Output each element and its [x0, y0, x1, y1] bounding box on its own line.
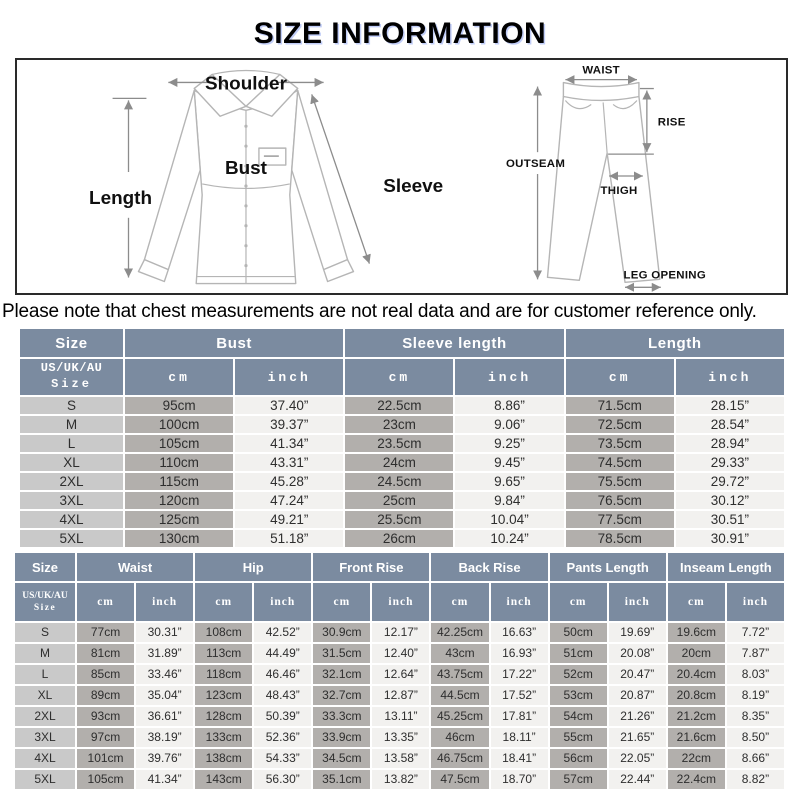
value-cell: 123cm [195, 686, 252, 705]
table-row [15, 686, 784, 705]
column-group-header: Sleeve length [345, 329, 563, 357]
value-cell: 89cm [77, 686, 134, 705]
column-group-header: Size [15, 553, 75, 581]
value-cell: 17.52” [491, 686, 548, 705]
value-cell: 9.45” [455, 454, 563, 471]
value-cell: 24.5cm [345, 473, 453, 490]
table-row [20, 397, 784, 414]
value-cell: 34.5cm [313, 749, 370, 768]
value-cell: 18.11” [491, 728, 548, 747]
value-cell: 33.3cm [313, 707, 370, 726]
value-cell: 16.63” [491, 623, 548, 642]
size-cell: M [20, 416, 123, 433]
unit-header: inch [372, 583, 429, 621]
value-cell: 30.9cm [313, 623, 370, 642]
unit-header: cm [668, 583, 725, 621]
value-cell: 44.49” [254, 644, 311, 663]
size-cell: 4XL [15, 749, 75, 768]
value-cell: 12.17” [372, 623, 429, 642]
value-cell: 16.93” [491, 644, 548, 663]
value-cell: 29.72” [676, 473, 784, 490]
table-row [20, 454, 784, 471]
table-row [15, 644, 784, 663]
unit-header: inch [491, 583, 548, 621]
value-cell: 128cm [195, 707, 252, 726]
unit-header: cm [566, 359, 674, 395]
value-cell: 10.04” [455, 511, 563, 528]
value-cell: 30.91” [676, 530, 784, 547]
value-cell: 24cm [345, 454, 453, 471]
reference-note: Please note that chest measurements are not real data and are for customer reference only. [2, 301, 757, 322]
value-cell: 43.31” [235, 454, 343, 471]
value-cell: 20cm [668, 644, 725, 663]
value-cell: 55cm [550, 728, 607, 747]
value-cell: 30.12” [676, 492, 784, 509]
value-cell: 42.25cm [431, 623, 488, 642]
table-row [20, 511, 784, 528]
value-cell: 8.82” [727, 770, 784, 789]
unit-header: inch [727, 583, 784, 621]
column-group-header: Front Rise [313, 553, 429, 581]
value-cell: 72.5cm [566, 416, 674, 433]
value-cell: 71.5cm [566, 397, 674, 414]
value-cell: 75.5cm [566, 473, 674, 490]
value-cell: 56cm [550, 749, 607, 768]
value-cell: 54cm [550, 707, 607, 726]
column-group-header: Length [566, 329, 784, 357]
unit-header: cm [125, 359, 233, 395]
table-row [15, 665, 784, 684]
value-cell: 53cm [550, 686, 607, 705]
value-cell: 9.25” [455, 435, 563, 452]
measurement-diagram [15, 58, 788, 295]
value-cell: 47.24” [235, 492, 343, 509]
table-row [20, 473, 784, 490]
value-cell: 44.5cm [431, 686, 488, 705]
value-cell: 9.65” [455, 473, 563, 490]
value-cell: 57cm [550, 770, 607, 789]
value-cell: 29.33” [676, 454, 784, 471]
unit-header: cm [77, 583, 134, 621]
table-row [20, 435, 784, 452]
value-cell: 41.34” [136, 770, 193, 789]
value-cell: 51.18” [235, 530, 343, 547]
value-cell: 33.9cm [313, 728, 370, 747]
value-cell: 118cm [195, 665, 252, 684]
value-cell: 50.39” [254, 707, 311, 726]
pants-leg-opening-label: LEG OPENING [623, 269, 707, 282]
value-cell: 17.22” [491, 665, 548, 684]
unit-header: cm [431, 583, 488, 621]
value-cell: 39.76” [136, 749, 193, 768]
value-cell: 12.87” [372, 686, 429, 705]
pants-waist-label: WAIST [582, 64, 620, 77]
value-cell: 31.5cm [313, 644, 370, 663]
unit-header: cm [345, 359, 453, 395]
unit-header: inch [235, 359, 343, 395]
shirt-bust-label: Bust [224, 158, 267, 180]
size-cell: 5XL [20, 530, 123, 547]
value-cell: 110cm [125, 454, 233, 471]
value-cell: 12.40” [372, 644, 429, 663]
value-cell: 30.31” [136, 623, 193, 642]
size-sub-header: US/UK/AU Size [20, 359, 123, 395]
value-cell: 105cm [125, 435, 233, 452]
size-cell: S [20, 397, 123, 414]
value-cell: 93cm [77, 707, 134, 726]
size-cell: S [15, 623, 75, 642]
value-cell: 19.69” [609, 623, 666, 642]
value-cell: 21.65” [609, 728, 666, 747]
value-cell: 108cm [195, 623, 252, 642]
size-cell: 5XL [15, 770, 75, 789]
pants-size-table [13, 551, 786, 791]
unit-header-row [20, 359, 784, 395]
value-cell: 49.21” [235, 511, 343, 528]
size-cell: 3XL [15, 728, 75, 747]
value-cell: 130cm [125, 530, 233, 547]
value-cell: 20.4cm [668, 665, 725, 684]
column-group-header: Back Rise [431, 553, 547, 581]
group-header-row [15, 553, 784, 581]
value-cell: 30.51” [676, 511, 784, 528]
unit-header: inch [455, 359, 563, 395]
shirt-diagram [17, 60, 465, 293]
value-cell: 22.5cm [345, 397, 453, 414]
value-cell: 46.75cm [431, 749, 488, 768]
size-cell: XL [15, 686, 75, 705]
value-cell: 8.19” [727, 686, 784, 705]
value-cell: 45.25cm [431, 707, 488, 726]
value-cell: 12.64” [372, 665, 429, 684]
unit-header: inch [676, 359, 784, 395]
size-cell: 2XL [20, 473, 123, 490]
value-cell: 54.33” [254, 749, 311, 768]
value-cell: 46cm [431, 728, 488, 747]
shirt-shoulder-label: Shoulder [205, 73, 287, 95]
pants-rise-label: RISE [657, 116, 686, 129]
value-cell: 9.84” [455, 492, 563, 509]
value-cell: 46.46” [254, 665, 311, 684]
value-cell: 28.54” [676, 416, 784, 433]
value-cell: 45.28” [235, 473, 343, 490]
page-title: SIZE INFORMATION [253, 17, 547, 50]
value-cell: 18.70” [491, 770, 548, 789]
value-cell: 32.7cm [313, 686, 370, 705]
pants-outseam-label: OUTSEAM [506, 158, 566, 171]
size-cell: L [15, 665, 75, 684]
value-cell: 21.6cm [668, 728, 725, 747]
value-cell: 8.03” [727, 665, 784, 684]
column-group-header: Waist [77, 553, 193, 581]
table-row [15, 623, 784, 642]
value-cell: 77cm [77, 623, 134, 642]
value-cell: 78.5cm [566, 530, 674, 547]
unit-header: inch [254, 583, 311, 621]
unit-header: inch [136, 583, 193, 621]
column-group-header: Bust [125, 329, 343, 357]
value-cell: 120cm [125, 492, 233, 509]
value-cell: 22.4cm [668, 770, 725, 789]
value-cell: 43cm [431, 644, 488, 663]
value-cell: 125cm [125, 511, 233, 528]
value-cell: 21.26” [609, 707, 666, 726]
value-cell: 77.5cm [566, 511, 674, 528]
table-row [15, 770, 784, 789]
value-cell: 28.15” [676, 397, 784, 414]
size-cell: 3XL [20, 492, 123, 509]
table-row [20, 530, 784, 547]
value-cell: 35.1cm [313, 770, 370, 789]
unit-header: cm [195, 583, 252, 621]
value-cell: 95cm [125, 397, 233, 414]
value-cell: 25cm [345, 492, 453, 509]
value-cell: 8.86” [455, 397, 563, 414]
value-cell: 43.75cm [431, 665, 488, 684]
unit-header-row [15, 583, 784, 621]
column-group-header: Hip [195, 553, 311, 581]
value-cell: 36.61” [136, 707, 193, 726]
table-row [15, 728, 784, 747]
value-cell: 13.35” [372, 728, 429, 747]
column-group-header: Size [20, 329, 123, 357]
value-cell: 51cm [550, 644, 607, 663]
value-cell: 42.52” [254, 623, 311, 642]
value-cell: 35.04” [136, 686, 193, 705]
table-row [15, 707, 784, 726]
value-cell: 20.8cm [668, 686, 725, 705]
value-cell: 50cm [550, 623, 607, 642]
table-row [20, 492, 784, 509]
shirt-sleeve-label: Sleeve [383, 175, 444, 197]
value-cell: 113cm [195, 644, 252, 663]
value-cell: 52cm [550, 665, 607, 684]
value-cell: 48.43” [254, 686, 311, 705]
value-cell: 20.08” [609, 644, 666, 663]
value-cell: 41.34” [235, 435, 343, 452]
value-cell: 7.72” [727, 623, 784, 642]
value-cell: 19.6cm [668, 623, 725, 642]
size-sub-header: US/UK/AU Size [15, 583, 75, 621]
value-cell: 25.5cm [345, 511, 453, 528]
value-cell: 73.5cm [566, 435, 674, 452]
value-cell: 105cm [77, 770, 134, 789]
value-cell: 7.87” [727, 644, 784, 663]
value-cell: 23.5cm [345, 435, 453, 452]
value-cell: 138cm [195, 749, 252, 768]
value-cell: 97cm [77, 728, 134, 747]
value-cell: 37.40” [235, 397, 343, 414]
table-row [20, 416, 784, 433]
unit-header: cm [313, 583, 370, 621]
value-cell: 22.44” [609, 770, 666, 789]
value-cell: 22cm [668, 749, 725, 768]
value-cell: 13.11” [372, 707, 429, 726]
column-group-header: Pants Length [550, 553, 666, 581]
value-cell: 81cm [77, 644, 134, 663]
size-cell: M [15, 644, 75, 663]
unit-header: cm [550, 583, 607, 621]
column-group-header: Inseam Length [668, 553, 784, 581]
shirt-length-label: Length [89, 187, 153, 209]
value-cell: 101cm [77, 749, 134, 768]
value-cell: 23cm [345, 416, 453, 433]
value-cell: 32.1cm [313, 665, 370, 684]
value-cell: 10.24” [455, 530, 563, 547]
value-cell: 17.81” [491, 707, 548, 726]
value-cell: 18.41” [491, 749, 548, 768]
table-row [15, 749, 784, 768]
value-cell: 52.36” [254, 728, 311, 747]
size-cell: 2XL [15, 707, 75, 726]
value-cell: 9.06” [455, 416, 563, 433]
value-cell: 74.5cm [566, 454, 674, 471]
value-cell: 13.58” [372, 749, 429, 768]
value-cell: 33.46” [136, 665, 193, 684]
value-cell: 85cm [77, 665, 134, 684]
unit-header: inch [609, 583, 666, 621]
value-cell: 100cm [125, 416, 233, 433]
shirt-size-table [18, 327, 786, 549]
value-cell: 26cm [345, 530, 453, 547]
value-cell: 115cm [125, 473, 233, 490]
value-cell: 47.5cm [431, 770, 488, 789]
value-cell: 56.30” [254, 770, 311, 789]
size-cell: XL [20, 454, 123, 471]
value-cell: 143cm [195, 770, 252, 789]
value-cell: 22.05” [609, 749, 666, 768]
value-cell: 21.2cm [668, 707, 725, 726]
value-cell: 8.35” [727, 707, 784, 726]
value-cell: 8.66” [727, 749, 784, 768]
pants-diagram [468, 60, 786, 293]
group-header-row [20, 329, 784, 357]
value-cell: 133cm [195, 728, 252, 747]
value-cell: 38.19” [136, 728, 193, 747]
value-cell: 20.87” [609, 686, 666, 705]
value-cell: 8.50” [727, 728, 784, 747]
pants-thigh-label: THIGH [600, 184, 638, 197]
value-cell: 28.94” [676, 435, 784, 452]
value-cell: 20.47” [609, 665, 666, 684]
size-cell: 4XL [20, 511, 123, 528]
value-cell: 13.82” [372, 770, 429, 789]
value-cell: 76.5cm [566, 492, 674, 509]
value-cell: 39.37” [235, 416, 343, 433]
size-cell: L [20, 435, 123, 452]
value-cell: 31.89” [136, 644, 193, 663]
